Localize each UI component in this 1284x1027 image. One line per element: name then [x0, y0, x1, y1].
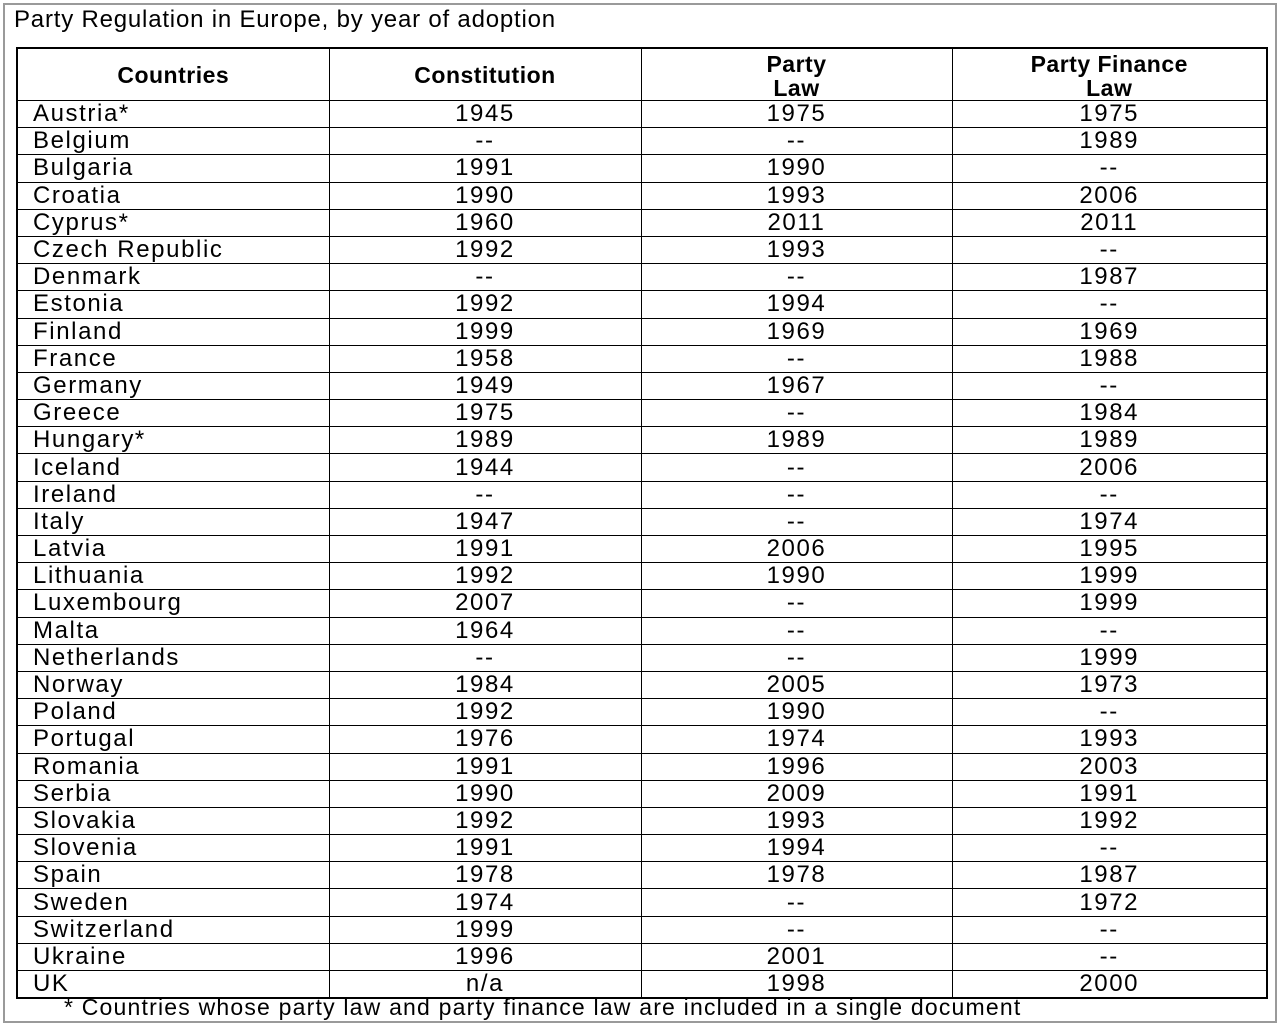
party-finance-law-cell: 1975	[952, 101, 1267, 128]
country-cell: Luxembourg	[17, 590, 329, 617]
party-law-cell: 2011	[641, 209, 952, 236]
party-finance-law-cell: 1991	[952, 780, 1267, 807]
party-finance-law-cell: --	[952, 943, 1267, 970]
party-law-cell: --	[641, 508, 952, 535]
constitution-cell: 1999	[329, 916, 641, 943]
country-cell: Slovakia	[17, 807, 329, 834]
party-law-cell: --	[641, 400, 952, 427]
table-row	[17, 101, 1267, 128]
footnote: * Countries whose party law and party finance law are included in a single document	[64, 994, 1022, 1020]
constitution-cell: 1960	[329, 209, 641, 236]
party-regulation-table	[16, 47, 1268, 999]
constitution-cell: n/a	[329, 971, 641, 999]
country-cell: Sweden	[17, 889, 329, 916]
party-law-cell: 1994	[641, 291, 952, 318]
table-row	[17, 753, 1267, 780]
party-finance-law-cell: 1995	[952, 536, 1267, 563]
constitution-cell: 1949	[329, 372, 641, 399]
constitution-cell: 1978	[329, 862, 641, 889]
party-law-cell: --	[641, 617, 952, 644]
table-row	[17, 889, 1267, 916]
table-row	[17, 780, 1267, 807]
table-row	[17, 481, 1267, 508]
header-party-law-line2: Law	[773, 75, 820, 101]
table-row	[17, 862, 1267, 889]
country-cell: Czech Republic	[17, 236, 329, 263]
country-cell: Italy	[17, 508, 329, 535]
country-cell: Switzerland	[17, 916, 329, 943]
header-countries: Countries	[17, 48, 329, 101]
table-row	[17, 345, 1267, 372]
party-finance-law-cell: --	[952, 372, 1267, 399]
country-cell: Austria*	[17, 101, 329, 128]
party-finance-law-cell: --	[952, 835, 1267, 862]
party-finance-law-cell: 2011	[952, 209, 1267, 236]
country-cell: Hungary*	[17, 427, 329, 454]
party-law-cell: 1998	[641, 971, 952, 999]
party-finance-law-cell: --	[952, 155, 1267, 182]
party-law-cell: 1990	[641, 699, 952, 726]
header-constitution: Constitution	[329, 48, 641, 101]
party-finance-law-cell: --	[952, 236, 1267, 263]
country-cell: Bulgaria	[17, 155, 329, 182]
constitution-cell: 1999	[329, 318, 641, 345]
constitution-cell: --	[329, 481, 641, 508]
party-finance-law-cell: 1972	[952, 889, 1267, 916]
country-cell: Belgium	[17, 128, 329, 155]
party-finance-law-cell: --	[952, 481, 1267, 508]
party-law-cell: --	[641, 264, 952, 291]
party-law-cell: 1990	[641, 155, 952, 182]
constitution-cell: 1990	[329, 182, 641, 209]
constitution-cell: 1945	[329, 101, 641, 128]
constitution-cell: 1976	[329, 726, 641, 753]
constitution-cell: 1991	[329, 753, 641, 780]
constitution-cell: 1989	[329, 427, 641, 454]
country-cell: Netherlands	[17, 644, 329, 671]
country-cell: Poland	[17, 699, 329, 726]
party-law-cell: 2006	[641, 536, 952, 563]
constitution-cell: 1947	[329, 508, 641, 535]
country-cell: Iceland	[17, 454, 329, 481]
party-finance-law-cell: 1999	[952, 563, 1267, 590]
party-law-cell: 2001	[641, 943, 952, 970]
country-cell: France	[17, 345, 329, 372]
party-law-cell: 1989	[641, 427, 952, 454]
country-cell: Denmark	[17, 264, 329, 291]
table-row	[17, 318, 1267, 345]
country-cell: Slovenia	[17, 835, 329, 862]
country-cell: Portugal	[17, 726, 329, 753]
country-cell: Ukraine	[17, 943, 329, 970]
constitution-cell: 1958	[329, 345, 641, 372]
table-body	[17, 101, 1267, 999]
constitution-cell: 1964	[329, 617, 641, 644]
table-row	[17, 128, 1267, 155]
country-cell: Ireland	[17, 481, 329, 508]
table-row	[17, 726, 1267, 753]
party-finance-law-cell: --	[952, 916, 1267, 943]
constitution-cell: 1974	[329, 889, 641, 916]
country-cell: Lithuania	[17, 563, 329, 590]
party-finance-law-cell: 1974	[952, 508, 1267, 535]
country-cell: Finland	[17, 318, 329, 345]
table-row	[17, 236, 1267, 263]
country-cell: Spain	[17, 862, 329, 889]
party-finance-law-cell: 2006	[952, 182, 1267, 209]
header-row	[17, 48, 1267, 101]
table-row	[17, 644, 1267, 671]
party-finance-law-cell: 1969	[952, 318, 1267, 345]
party-law-cell: 1993	[641, 807, 952, 834]
party-law-cell: 1975	[641, 101, 952, 128]
party-finance-law-cell: 1989	[952, 128, 1267, 155]
party-law-cell: --	[641, 345, 952, 372]
table-row	[17, 617, 1267, 644]
constitution-cell: 1944	[329, 454, 641, 481]
country-cell: Cyprus*	[17, 209, 329, 236]
constitution-cell: 1996	[329, 943, 641, 970]
party-finance-law-cell: 1993	[952, 726, 1267, 753]
table-row	[17, 427, 1267, 454]
party-finance-law-cell: 1988	[952, 345, 1267, 372]
country-cell: Latvia	[17, 536, 329, 563]
party-finance-law-cell: 2006	[952, 454, 1267, 481]
table-row	[17, 372, 1267, 399]
party-finance-law-cell: 1999	[952, 644, 1267, 671]
header-finance-law-line1: Party Finance	[1030, 51, 1188, 77]
constitution-cell: 1992	[329, 563, 641, 590]
party-finance-law-cell: 1984	[952, 400, 1267, 427]
country-cell: UK	[17, 971, 329, 999]
country-cell: Malta	[17, 617, 329, 644]
party-law-cell: --	[641, 128, 952, 155]
party-finance-law-cell: --	[952, 291, 1267, 318]
constitution-cell: 1991	[329, 155, 641, 182]
party-finance-law-cell: 1999	[952, 590, 1267, 617]
constitution-cell: 2007	[329, 590, 641, 617]
party-law-cell: --	[641, 644, 952, 671]
country-cell: Serbia	[17, 780, 329, 807]
party-finance-law-cell: 2003	[952, 753, 1267, 780]
header-party-law-line1: Party	[766, 51, 827, 77]
party-law-cell: 1996	[641, 753, 952, 780]
party-law-cell: 2009	[641, 780, 952, 807]
table-row	[17, 835, 1267, 862]
party-finance-law-cell: --	[952, 617, 1267, 644]
party-law-cell: 1993	[641, 236, 952, 263]
party-finance-law-cell: 1973	[952, 671, 1267, 698]
party-finance-law-cell: 2000	[952, 971, 1267, 999]
constitution-cell: 1992	[329, 291, 641, 318]
header-finance-law-line2: Law	[1086, 75, 1133, 101]
country-cell: Greece	[17, 400, 329, 427]
party-finance-law-cell: --	[952, 699, 1267, 726]
party-finance-law-cell: 1989	[952, 427, 1267, 454]
country-cell: Croatia	[17, 182, 329, 209]
party-law-cell: --	[641, 481, 952, 508]
constitution-cell: 1991	[329, 536, 641, 563]
party-law-cell: 2005	[641, 671, 952, 698]
party-law-cell: --	[641, 454, 952, 481]
header-party-law	[641, 48, 952, 101]
table-row	[17, 563, 1267, 590]
party-law-cell: 1990	[641, 563, 952, 590]
party-law-cell: --	[641, 889, 952, 916]
table-row	[17, 699, 1267, 726]
party-law-cell: 1994	[641, 835, 952, 862]
constitution-cell: --	[329, 264, 641, 291]
constitution-cell: --	[329, 128, 641, 155]
table-row	[17, 536, 1267, 563]
party-law-cell: 1967	[641, 372, 952, 399]
constitution-cell: 1992	[329, 236, 641, 263]
party-law-cell: --	[641, 590, 952, 617]
party-law-cell: 1969	[641, 318, 952, 345]
table-row	[17, 209, 1267, 236]
country-cell: Norway	[17, 671, 329, 698]
country-cell: Germany	[17, 372, 329, 399]
party-law-cell: --	[641, 916, 952, 943]
country-cell: Estonia	[17, 291, 329, 318]
table-row	[17, 807, 1267, 834]
constitution-cell: 1990	[329, 780, 641, 807]
table-row	[17, 508, 1267, 535]
party-law-cell: 1993	[641, 182, 952, 209]
table-row	[17, 155, 1267, 182]
header-party-finance-law	[952, 48, 1267, 101]
party-law-cell: 1974	[641, 726, 952, 753]
country-cell: Romania	[17, 753, 329, 780]
table-row	[17, 916, 1267, 943]
table-row	[17, 454, 1267, 481]
constitution-cell: 1992	[329, 807, 641, 834]
constitution-cell: 1991	[329, 835, 641, 862]
party-law-cell: 1978	[641, 862, 952, 889]
table-row	[17, 182, 1267, 209]
table-row	[17, 400, 1267, 427]
table-row	[17, 671, 1267, 698]
constitution-cell: 1984	[329, 671, 641, 698]
table-row	[17, 291, 1267, 318]
table-row	[17, 943, 1267, 970]
party-finance-law-cell: 1987	[952, 862, 1267, 889]
table-row	[17, 264, 1267, 291]
constitution-cell: 1975	[329, 400, 641, 427]
constitution-cell: 1992	[329, 699, 641, 726]
party-finance-law-cell: 1992	[952, 807, 1267, 834]
constitution-cell: --	[329, 644, 641, 671]
table-row	[17, 590, 1267, 617]
party-finance-law-cell: 1987	[952, 264, 1267, 291]
table-title: Party Regulation in Europe, by year of adoption	[14, 6, 556, 33]
